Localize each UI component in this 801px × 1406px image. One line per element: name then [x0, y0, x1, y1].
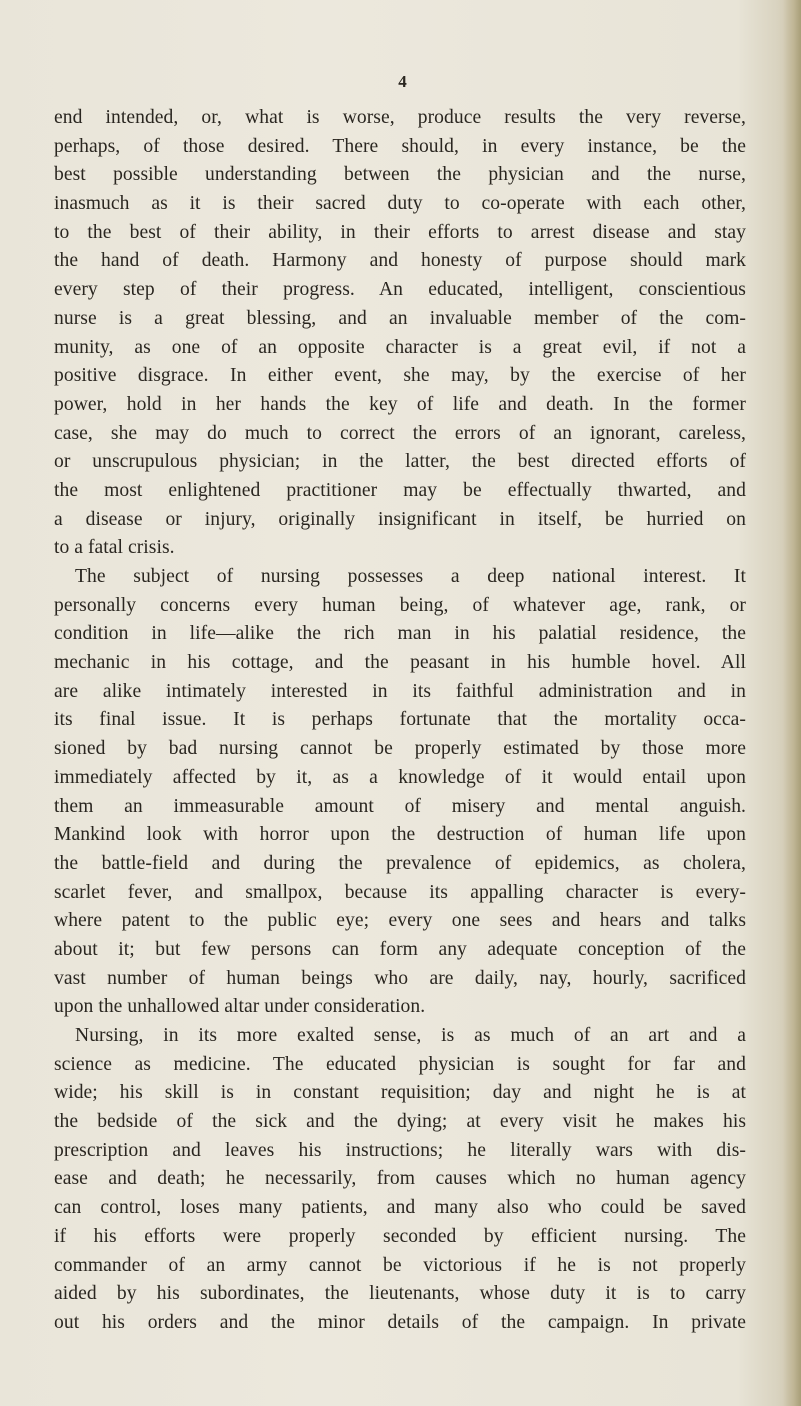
text-line: the bedside of the sick and the dying; at every visit he makes his — [54, 1111, 746, 1133]
text-line: the hand of death. Harmony and honesty of purpose should mark — [54, 250, 746, 272]
page-edge-shadow — [783, 0, 801, 1406]
text-line: ease and death; he necessarily, from causes which no human agency — [54, 1168, 746, 1190]
text-line: or unscrupulous physician; in the latter, the best directed efforts of — [54, 451, 746, 473]
text-line: the most enlightened practitioner may be effectually thwarted, and — [54, 479, 746, 501]
text-line: mechanic in his cottage, and the peasant in his humble hovel. All — [54, 652, 746, 674]
text-line: science as medicine. The educated physician is sought for far and — [54, 1053, 746, 1075]
text-line: are alike intimately interested in its faithful administration and in — [54, 680, 746, 702]
text-line: to the best of their ability, in their efforts to arrest disease and stay — [54, 221, 746, 243]
text-line: commander of an army cannot be victorious if he is not properly — [54, 1254, 746, 1276]
text-line: case, she may do much to correct the errors of an ignorant, careless, — [54, 422, 746, 444]
text-line: sioned by bad nursing cannot be properly estimated by those more — [54, 738, 746, 760]
text-line: its final issue. It is perhaps fortunate that the mortality occa- — [54, 709, 746, 731]
text-line: about it; but few persons can form any adequate conception of the — [54, 938, 746, 960]
text-line: can control, loses many patients, and many also who could be saved — [54, 1197, 746, 1219]
text-line: immediately affected by it, as a knowledge of it would entail upon — [54, 766, 746, 788]
text-line: upon the unhallowed altar under consideration. — [54, 996, 426, 1018]
text-line: positive disgrace. In either event, she may, by the exercise of her — [54, 365, 746, 387]
text-line: every step of their progress. An educated, intelligent, conscientious — [54, 279, 746, 301]
text-line: Mankind look with horror upon the destruction of human life upon — [54, 824, 746, 846]
text-line: if his efforts were properly seconded by efficient nursing. The — [54, 1225, 746, 1247]
text-line: inasmuch as it is their sacred duty to co-operate with each other, — [54, 193, 746, 215]
text-line: best possible understanding between the physician and the nurse, — [54, 164, 746, 186]
text-line: nurse is a great blessing, and an invaluable member of the com- — [54, 307, 746, 329]
text-line: condition in life—alike the rich man in his palatial residence, the — [54, 623, 746, 645]
text-line: out his orders and the minor details of the campaign. In private — [54, 1311, 746, 1333]
paragraph-start-line: Nursing, in its more exalted sense, is as much of an art and a — [75, 1025, 746, 1046]
text-line: perhaps, of those desired. There should, in every instance, be the — [54, 135, 746, 157]
text-line: where patent to the public eye; every one sees and hears and talks — [54, 910, 746, 932]
text-line: a disease or injury, originally insignificant in itself, be hurried on — [54, 508, 746, 530]
text-line: prescription and leaves his instructions; he literally wars with dis- — [54, 1139, 746, 1161]
text-line: wide; his skill is in constant requisition; day and night he is at — [54, 1082, 746, 1104]
text-line: the battle-field and during the prevalence of epidemics, as cholera, — [54, 852, 746, 874]
text-line: end intended, or, what is worse, produce results the very reverse, — [54, 107, 746, 128]
text-line: them an immeasurable amount of misery and mental anguish. — [54, 795, 746, 817]
text-line: scarlet fever, and smallpox, because its appalling character is every- — [54, 881, 746, 903]
paragraph-start-line: The subject of nursing possesses a deep national interest. It — [75, 566, 746, 587]
text-line: to a fatal crisis. — [54, 537, 175, 559]
text-line: munity, as one of an opposite character is a great evil, if not a — [54, 336, 746, 358]
text-line: power, hold in her hands the key of life and death. In the former — [54, 393, 746, 415]
page-number: 4 — [398, 72, 407, 91]
text-line: aided by his subordinates, the lieutenants, whose duty it is to carry — [54, 1283, 746, 1305]
text-line: vast number of human beings who are daily, nay, hourly, sacrificed — [54, 967, 746, 989]
body-text — [54, 104, 746, 1338]
text-line: personally concerns every human being, of whatever age, rank, or — [54, 594, 746, 616]
